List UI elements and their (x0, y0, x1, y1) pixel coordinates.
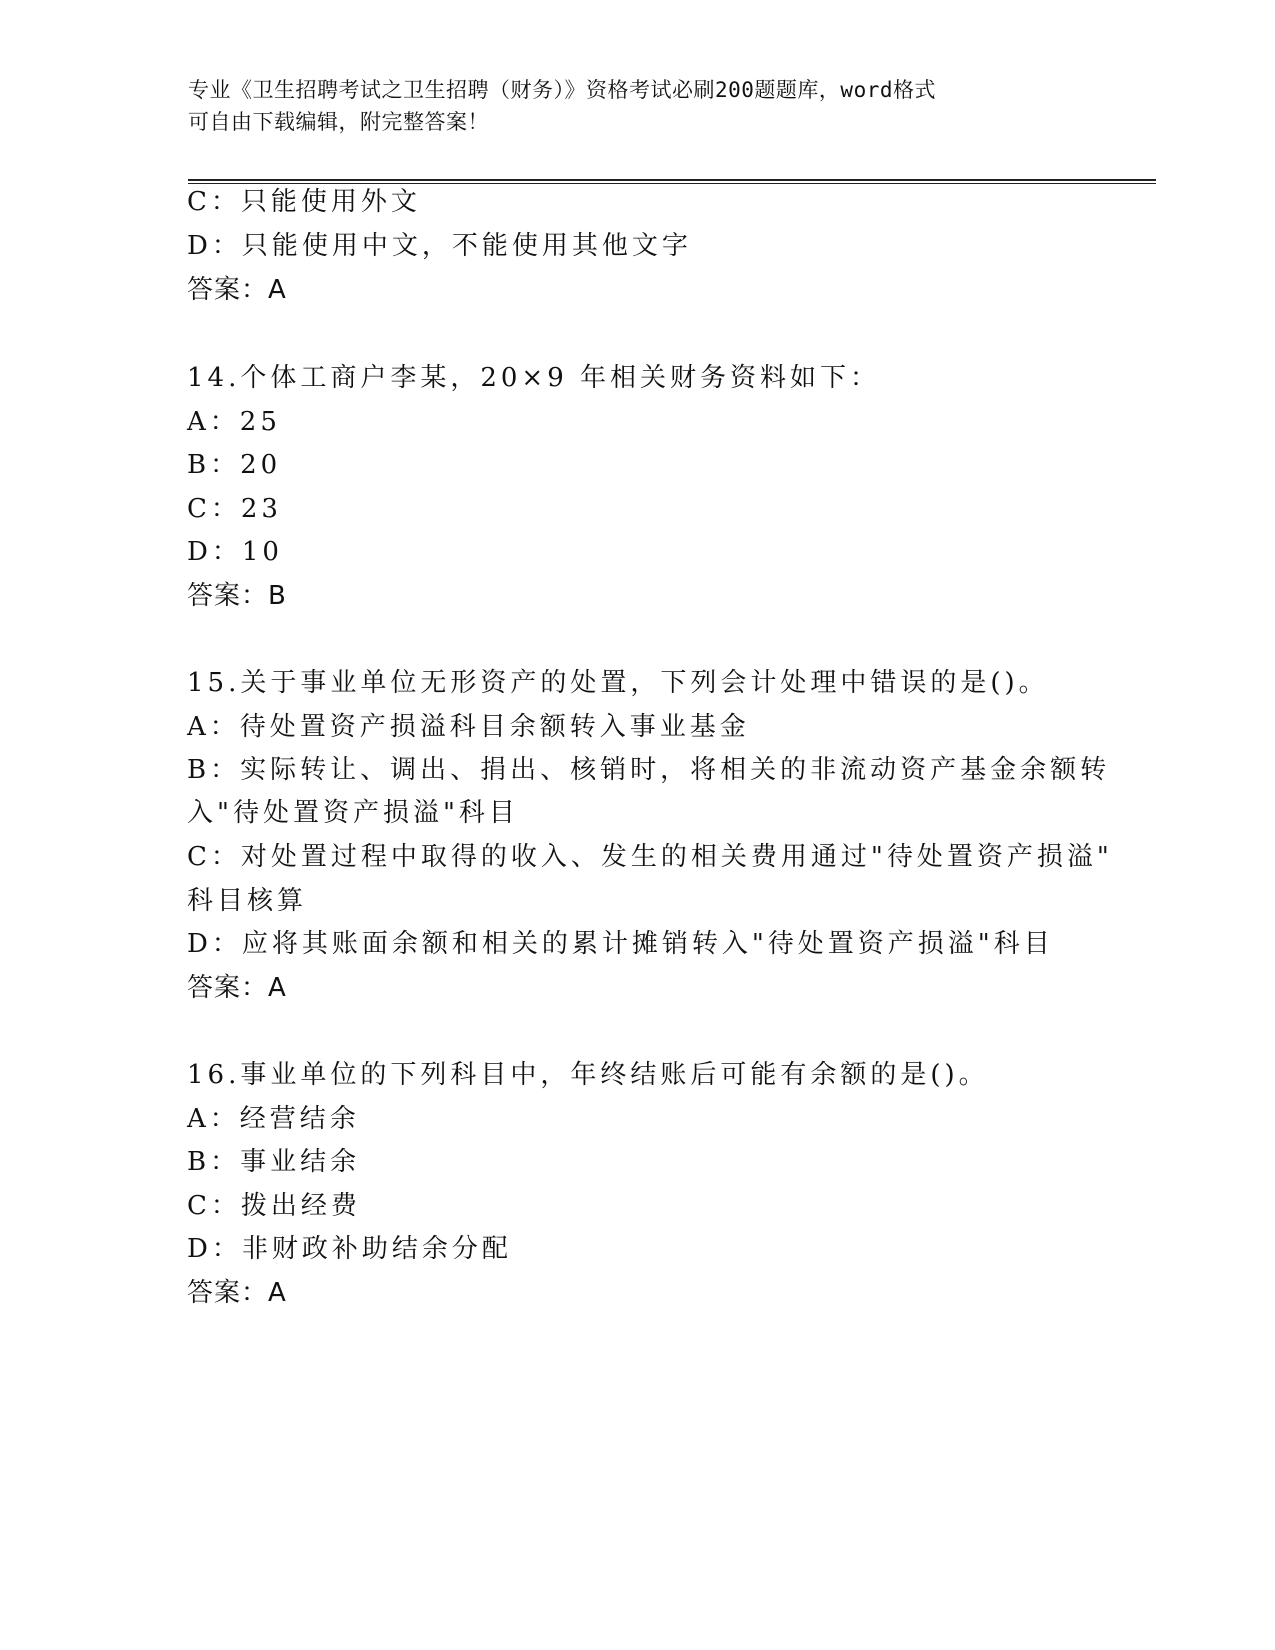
q14-question: 14.个体工商户李某，20×9 年相关财务资料如下： (187, 363, 881, 393)
q15-option-b-line-1: B：实际转让、调出、捐出、核销时，将相关的非流动资产基金余额转 (187, 755, 1111, 785)
q16-question: 16.事业单位的下列科目中，年终结账后可能有余额的是()。 (187, 1060, 989, 1090)
q16-option-b: B：事业结余 (187, 1147, 361, 1177)
q16-answer: 答案：A (187, 1278, 287, 1308)
q15-question: 15.关于事业单位无形资产的处置，下列会计处理中错误的是()。 (187, 668, 1049, 698)
document-header (188, 74, 1068, 138)
q13-option-d: D：只能使用中文，不能使用其他文字 (187, 231, 692, 261)
q15-option-c-line-2: 科目核算 (187, 886, 308, 916)
q16-option-d: D：非财政补助结余分配 (187, 1234, 512, 1264)
q14-option-a: A：25 (187, 407, 281, 437)
header-line-1: 专业《卫生招聘考试之卫生招聘（财务）》资格考试必刷200题题库，word格式 (188, 78, 936, 102)
header-rule-thick (188, 179, 1156, 181)
q15-option-d: D：应将其账面余额和相关的累计摊销转入"待处置资产损溢"科目 (187, 929, 1054, 959)
q15-option-a: A：待处置资产损溢科目余额转入事业基金 (187, 712, 750, 742)
header-rule-thin (188, 183, 1156, 184)
q13-answer: 答案：A (187, 275, 287, 305)
q15-option-c-line-1: C：对处置过程中取得的收入、发生的相关费用通过"待处置资产损溢" (187, 842, 1113, 872)
q14-option-d: D：10 (187, 537, 283, 567)
q14-option-c: C：23 (187, 494, 282, 524)
q14-option-b: B：20 (187, 450, 282, 480)
header-line-2: 可自由下载编辑，附完整答案！ (188, 110, 489, 134)
q15-option-b-line-2: 入"待处置资产损溢"科目 (187, 798, 519, 828)
q16-option-a: A：经营结余 (187, 1104, 360, 1134)
q14-answer: 答案：B (187, 581, 287, 611)
q15-answer: 答案：A (187, 973, 287, 1003)
q16-option-c: C：拨出经费 (187, 1191, 361, 1221)
q13-option-c: C：只能使用外文 (187, 187, 421, 217)
